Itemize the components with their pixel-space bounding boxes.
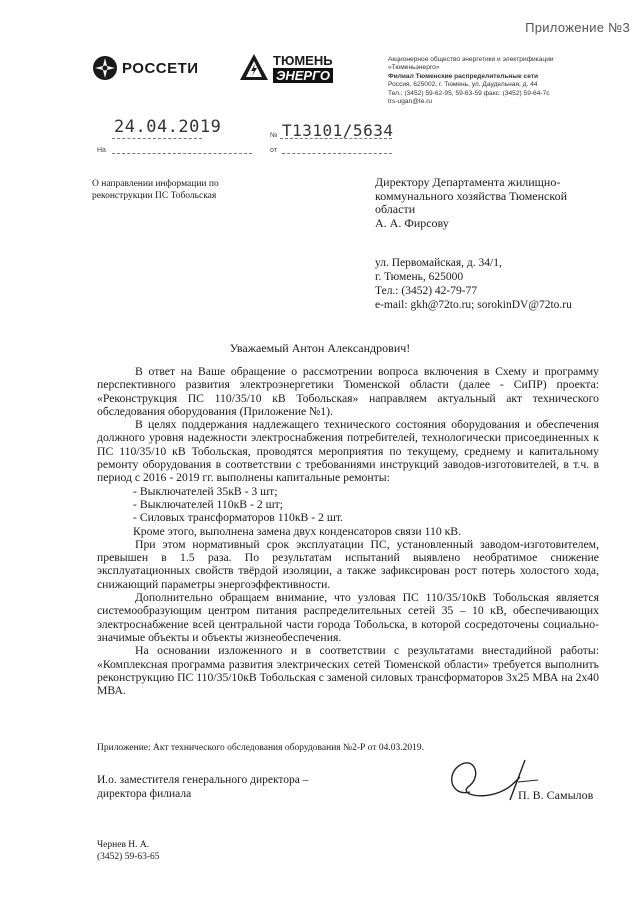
repair-list-item: - Выключателей 110кВ - 2 шт;	[133, 497, 283, 511]
executor-phone: (3452) 59-63-65	[97, 852, 160, 862]
company-line: «Тюменьэнерго»	[388, 64, 440, 72]
body-paragraph: В ответ на Ваше обращение о рассмотрении вопроса включения в Схему и программу перспективного развития электроэнергетики Тюменской области (далее - СиПР) проекта: «Реконструкция ПС 110/35/10 кВ Тобольская» направляем актуальный акт технического обследования оборудования (Приложение №1).	[97, 365, 599, 418]
body-paragraph: При этом нормативный срок эксплуатации ПС, установленный заводом-изготовителем, превышен в 1.5 раза. По результатам испытаний выявлено необратимое снижение эксплуатационных свойств твёрдой изоляции, а также зафиксирован рост потерь холостого хода, снижающий параметры энергоэффективности.	[97, 537, 599, 591]
from-label: от	[270, 147, 277, 154]
address-phone: Тел.: (3452) 42-79-77	[375, 285, 478, 297]
registration-number: Т13101/5634	[282, 121, 394, 140]
from-underline	[282, 153, 392, 154]
addressee-name: А. А. Фирсову	[375, 215, 449, 230]
company-line: Тел.: (3452) 59-62-95, 59-63-59 факс: (3452) 59-64-7с	[388, 89, 550, 97]
company-line: Россия, 625002, г. Тюмень, ул. Даудельная, д. 44	[388, 81, 538, 89]
letter-body	[97, 365, 599, 697]
addressee-address	[375, 256, 635, 312]
greeting: Уважаемый Антон Александрович!	[229, 341, 411, 355]
company-line: Филиал Тюменские распределительные сети	[388, 72, 539, 80]
tyumenenergo-emblem-icon	[238, 52, 270, 84]
body-paragraph: Дополнительно обращаем внимание, что узловая ПС 110/35/10кВ Тобольская является системообразующим центром питания распределительных сетей 35 – 10 кВ, обеспечивающих электроснабжение всей центральной части города Тобольска, в которой сосредоточены социально-значимые объекты и объекты жизнеобеспечения.	[97, 591, 599, 644]
address-line: г. Тюмень, 625000	[375, 271, 464, 283]
rosseti-emblem-icon	[92, 55, 118, 81]
repair-list-item: - Выключателей 35кВ - 3 шт;	[133, 484, 278, 498]
subject-line: О направлении информации по	[92, 179, 219, 189]
rosseti-logo	[92, 55, 199, 81]
body-paragraph: На основании изложенного и в соответствии с результатами внестадийной работы: «Комплексная программа развития электрических сетей Тюменской области» требуется выполнить реконструкцию ПС 110/35/10кВ Тобольская с заменой силовых трансформаторов 3х25 МВА на 2х40 МВА.	[97, 644, 599, 698]
executor-block	[97, 839, 160, 863]
company-line: Акционерное общество энергетики и электрификации	[388, 56, 554, 63]
tyumenenergo-logo	[238, 52, 333, 84]
rosseti-wordmark: РОССЕТИ	[122, 59, 199, 77]
company-line: trs-ugan@te.ru	[388, 98, 433, 106]
addressee-line: коммунального хозяйства Тюменской	[375, 188, 568, 203]
on-label: На	[97, 147, 106, 154]
signatory-title-line: директора филиала	[97, 788, 192, 800]
on-underline	[112, 153, 252, 154]
address-email: e-mail: gkh@72to.ru; sorokinDV@72to.ru	[375, 299, 572, 311]
addressee-block	[375, 176, 625, 230]
attachment-note: Приложение: Акт технического обследования оборудования №2-Р от 04.03.2019.	[97, 743, 424, 753]
tyumenenergo-wordmark-bottom: ЭНЕРГО	[273, 68, 333, 83]
body-paragraph: Кроме этого, выполнена замена двух конденсаторов связи 110 кВ.	[133, 524, 461, 538]
letter-subject	[92, 178, 292, 202]
body-paragraph: В целях поддержания надлежащего технического состояния оборудования и обеспечения должного уровня надежности электроснабжения потребителей, технологически присоединенных к ПС 110/35/10 кВ Тобольская, проводятся мероприятия по текущему, среднему и капитальному ремонту оборудования в соответствии с требованиями инструкций заводов-изготовителей, в т.ч. в период с 2016 - 2019 гг. выполнены капитальные ремонты:	[97, 418, 599, 485]
executor-name: Чернев Н. А.	[97, 840, 150, 850]
repair-list-item: - Силовых трансформаторов 110кВ - 2 шт.	[133, 511, 343, 525]
number-symbol: №	[270, 132, 278, 139]
registration-date: 24.04.2019	[114, 117, 222, 137]
addressee-line: области	[375, 202, 416, 216]
date-underline	[112, 138, 202, 139]
appendix-label: Приложение №3	[525, 20, 630, 35]
number-underline	[280, 138, 392, 139]
subject-line: реконструкции ПС Тобольская	[92, 191, 217, 201]
address-line: ул. Первомайская, д. 34/1,	[375, 257, 502, 269]
addressee-line: Директору Департамента жилищно-	[375, 175, 561, 189]
signatory-name: П. В. Самылов	[518, 788, 594, 802]
tyumenenergo-wordmark-top: ТЮМЕНЬ	[273, 53, 333, 68]
company-requisites	[388, 56, 628, 106]
signatory-title-line: И.о. заместителя генерального директора –	[97, 774, 309, 786]
signatory-title	[97, 773, 309, 801]
